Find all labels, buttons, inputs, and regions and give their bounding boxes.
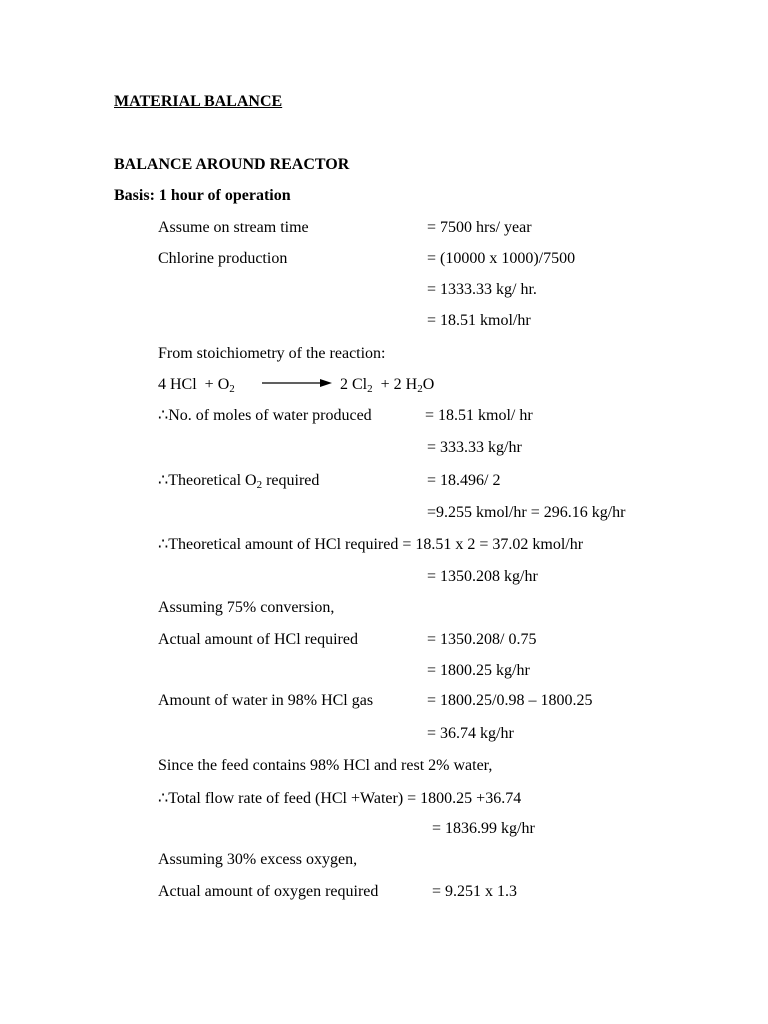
actual-hcl-value: = 1350.208/ 0.75 — [427, 631, 537, 648]
stream-time-value: = 7500 hrs/ year — [427, 219, 532, 236]
therefore-icon: ∴ — [158, 536, 169, 553]
actual-oxygen-value: = 9.251 x 1.3 — [432, 883, 518, 900]
feed-note: Since the feed contains 98% HCl and rest 2% water, — [158, 757, 493, 774]
page-title: MATERIAL BALANCE — [114, 93, 283, 110]
water-moles-value: = 18.51 kmol/ hr — [425, 407, 533, 424]
water-98-value: = 1800.25/0.98 – 1800.25 — [427, 692, 593, 709]
reaction-h2o: + 2 $H_2O$ — [380, 376, 435, 395]
conversion-line: Assuming 75% conversion, — [158, 599, 335, 616]
reaction-cl2: 2 $Cl_2$ — [340, 376, 373, 395]
total-flow-line: ∴Total flow rate of feed (HCl +Water) = 1800.25 +36.74 — [158, 790, 522, 807]
theoretical-hcl-kg: = 1350.208 kg/hr — [427, 568, 538, 585]
chlorine-production-label: Chlorine production — [158, 250, 288, 267]
water-98-label: Amount of water in 98% HCl gas — [158, 692, 374, 709]
therefore-icon: ∴ — [158, 472, 169, 489]
water-moles-label: ∴No. of moles of water produced — [158, 407, 372, 424]
water-moles-kg: = 333.33 kg/hr — [427, 439, 522, 456]
actual-hcl-label: Actual amount of HCl required — [158, 631, 358, 648]
basis-line: Basis: 1 hour of operation — [114, 187, 291, 204]
actual-hcl-kg: = 1800.25 kg/hr — [427, 662, 530, 679]
stream-time-label: Assume on stream time — [158, 219, 309, 236]
reaction-hcl: 4 HCl — [158, 376, 197, 393]
chlorine-production-kmol: = 18.51 kmol/hr — [427, 312, 531, 329]
total-flow-kg: = 1836.99 kg/hr — [432, 820, 535, 837]
theoretical-o2-result: =9.255 kmol/hr = 296.16 kg/hr — [427, 504, 626, 521]
reaction-arrow-icon — [262, 378, 332, 388]
water-98-kg: = 36.74 kg/hr — [427, 725, 514, 742]
theoretical-o2-value: = 18.496/ 2 — [427, 472, 501, 489]
theoretical-o2-label: ∴Theoretical $O_2$ required — [158, 472, 320, 491]
excess-oxygen-line: Assuming 30% excess oxygen, — [158, 851, 358, 868]
chlorine-production-kg: = 1333.33 kg/ hr. — [427, 281, 537, 298]
stoichiometry-line: From stoichiometry of the reaction: — [158, 345, 386, 362]
therefore-icon: ∴ — [158, 407, 169, 424]
reaction-o2: + $O_2$ — [204, 376, 235, 395]
chlorine-production-value: = (10000 x 1000)/7500 — [427, 250, 576, 267]
actual-oxygen-label: Actual amount of oxygen required — [158, 883, 379, 900]
reaction-rhs — [340, 377, 434, 393]
therefore-icon: ∴ — [158, 790, 169, 807]
reaction-lhs — [158, 377, 235, 393]
theoretical-hcl-line: ∴Theoretical amount of HCl required = 18.51 x 2 = 37.02 kmol/hr — [158, 536, 584, 553]
section-heading: BALANCE AROUND REACTOR — [114, 156, 350, 173]
